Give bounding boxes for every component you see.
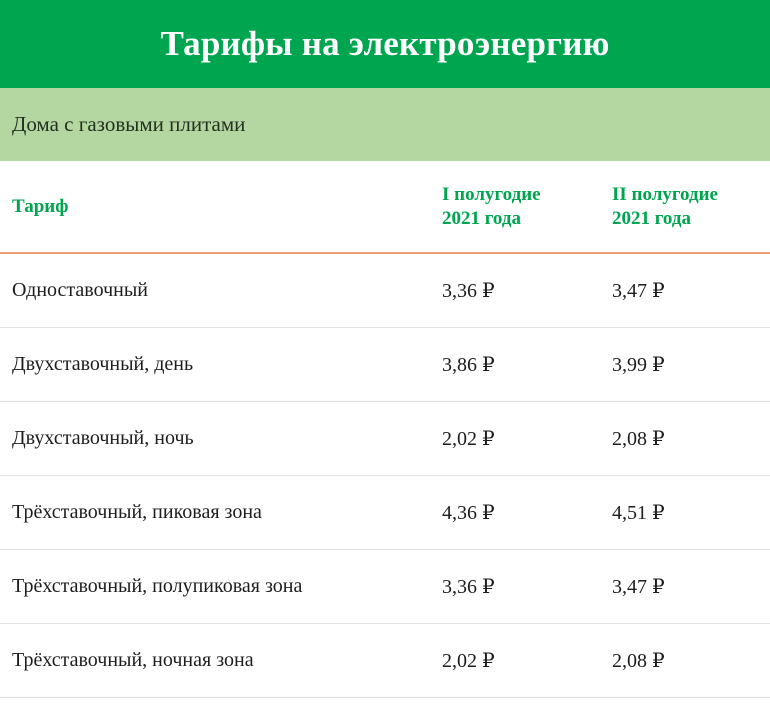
subheader-label: Дома с газовыми плитами	[12, 111, 246, 136]
cell-second-half-value: 2,08 ₽	[600, 623, 770, 697]
cell-first-half-value: 2,02 ₽	[430, 623, 600, 697]
cell-tariff-name: Трёхставочный, ночная зона	[0, 623, 430, 697]
table-row	[0, 549, 770, 623]
cell-tariff-name: Двухставочный, день	[0, 327, 430, 401]
column-header-first-half-line1: I полугодие	[442, 183, 541, 205]
cell-first-half-value: 2,02 ₽	[430, 401, 600, 475]
card-header	[0, 0, 770, 88]
column-header-second-half	[600, 161, 770, 253]
cell-first-half-value: 3,36 ₽	[430, 549, 600, 623]
table-body	[0, 253, 770, 697]
cell-tariff-name: Двухставочный, ночь	[0, 401, 430, 475]
column-header-second-half-line2: 2021 года	[612, 207, 691, 229]
column-header-first-half-line2: 2021 года	[442, 207, 521, 229]
table-row	[0, 327, 770, 401]
cell-first-half-value: 3,36 ₽	[430, 253, 600, 327]
column-header-tariff	[0, 161, 430, 253]
column-header-first-half	[430, 161, 600, 253]
table-head	[0, 161, 770, 253]
table-row	[0, 253, 770, 327]
cell-second-half-value: 2,08 ₽	[600, 401, 770, 475]
page-title: Тарифы на электроэнергию	[160, 23, 610, 63]
cell-tariff-name: Одноставочный	[0, 253, 430, 327]
cell-second-half-value: 3,47 ₽	[600, 253, 770, 327]
cell-first-half-value: 3,86 ₽	[430, 327, 600, 401]
cell-tariff-name: Трёхставочный, пиковая зона	[0, 475, 430, 549]
card-subheader	[0, 88, 770, 161]
tariff-table	[0, 161, 770, 698]
cell-second-half-value: 3,47 ₽	[600, 549, 770, 623]
cell-second-half-value: 3,99 ₽	[600, 327, 770, 401]
cell-tariff-name: Трёхставочный, полупиковая зона	[0, 549, 430, 623]
table-row	[0, 475, 770, 549]
cell-first-half-value: 4,36 ₽	[430, 475, 600, 549]
table-row	[0, 623, 770, 697]
table-header-row	[0, 161, 770, 253]
table-row	[0, 401, 770, 475]
cell-second-half-value: 4,51 ₽	[600, 475, 770, 549]
column-header-tariff-line1: Тариф	[12, 195, 69, 217]
column-header-second-half-line1: II полугодие	[612, 183, 718, 205]
